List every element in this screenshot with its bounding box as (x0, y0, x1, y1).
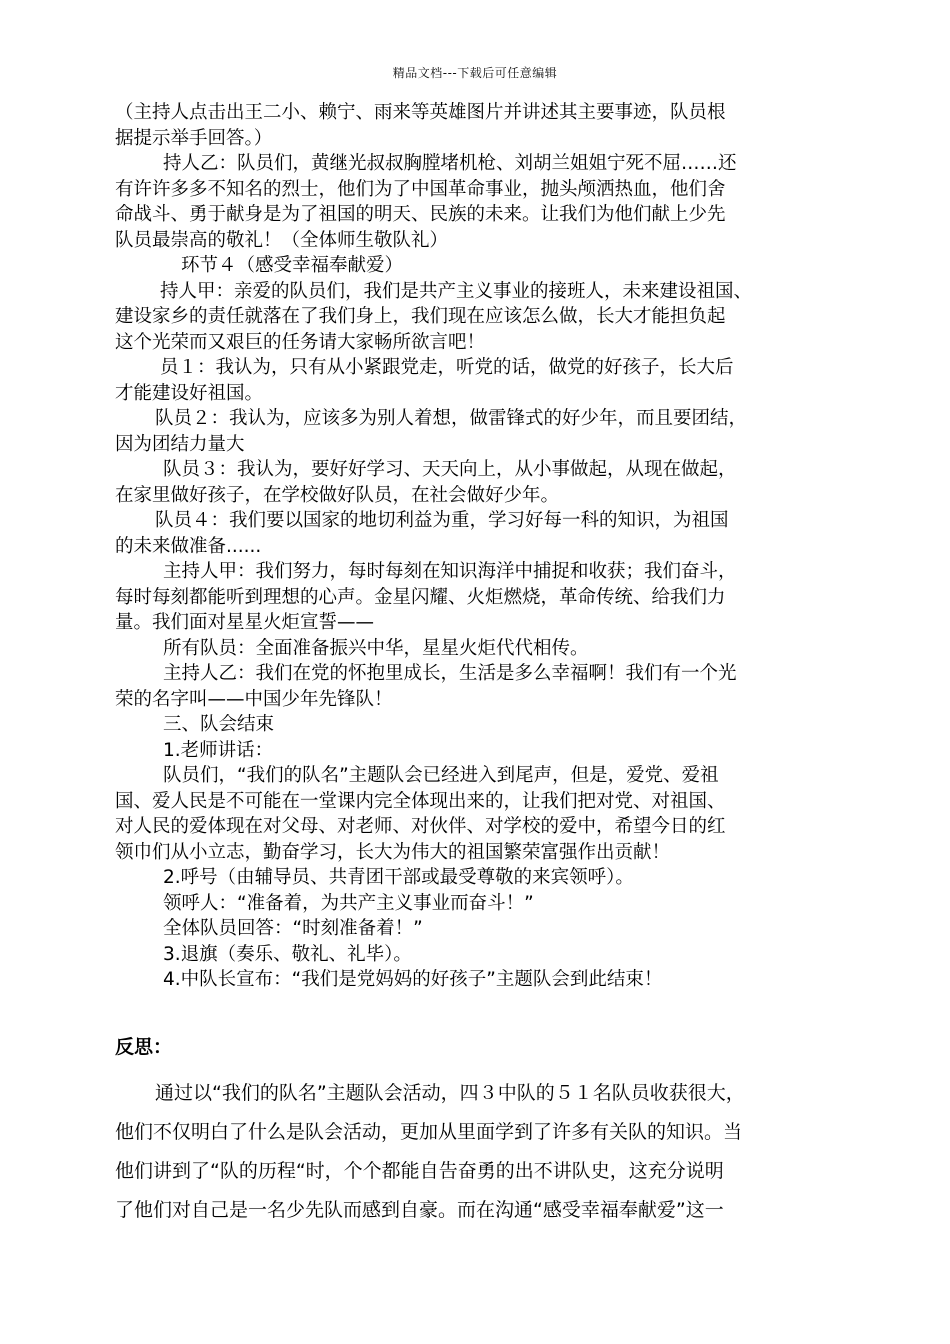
text-line: 主持人乙：我们在党的怀抱里成长，生活是多么幸福啊！我们有一个光 (163, 663, 737, 684)
text-line: 3.退旗（奏乐、敬礼、礼毕）。 (163, 943, 412, 965)
document-body (115, 100, 855, 993)
text-line: 1.老师讲话： (163, 739, 274, 761)
text-line: 三、队会结束 (163, 714, 275, 735)
text-line: 因为团结力量大 (115, 433, 245, 455)
text-line: 他们讲到了“队的历程“时，个个都能自告奋勇的出不讲队史，这充分说明 (115, 1160, 724, 1182)
text-line: 对人民的爱体现在对父母、对老师、对伙伴、对学校的爱中，希望今日的红 (115, 816, 726, 837)
text-line: 持人甲：亲爱的队员们，我们是共产主义事业的接班人，未来建设祖国、 (160, 280, 753, 302)
text-line: 所有队员：全面准备振兴中华，星星火炬代代相传。 (163, 637, 589, 659)
text-line: 命战斗、勇于献身是为了祖国的明天、民族的未来。让我们为他们献上少先 (115, 204, 726, 225)
text-line: 队员４：我们要以国家的地切利益为重，学习好每一科的知识，为祖国 (155, 510, 729, 531)
text-line: 队员们，“我们的队名”主题队会已经进入到尾声，但是，爱党、爱祖 (163, 765, 719, 786)
text-line: 队员２：我认为，应该多为别人着想，做雷锋式的好少年，而且要团结， (155, 408, 748, 429)
text-line: 建设家乡的责任就落在了我们身上，我们现在应该怎么做，长大才能担负起 (115, 306, 726, 327)
reflection-body (115, 1074, 855, 1230)
text-line: 持人乙：队员们，黄继光叔叔胸膛堵机枪、刘胡兰姐姐宁死不屈……还 (163, 153, 737, 174)
page-header: 精品文档---下载后可任意编辑 (392, 66, 558, 80)
text-line: 领巾们从小立志，勤奋学习，长大为伟大的祖国繁荣富强作出贡献！ (115, 841, 671, 863)
text-line: 员１：我认为，只有从小紧跟党走，听党的话，做党的好孩子，长大后 (160, 357, 734, 378)
text-line: 主持人甲：我们努力，每时每刻在知识海洋中捕捉和收获；我们奋斗， (163, 561, 737, 582)
text-line: 领呼人：“准备着，为共产主义事业而奋斗！” (163, 892, 534, 914)
text-line: 环节４（感受幸福奉献爱） (181, 255, 404, 276)
text-line: （主持人点击出王二小、赖宁、雨来等英雄图片并讲述其主要事迹，队员根 (115, 102, 726, 123)
text-line: 据提示举手回答。） (115, 127, 273, 149)
text-line: 荣的名字叫——中国少年先锋队！ (115, 688, 393, 710)
text-line: 2.呼号（由辅导员、共青团干部或最受尊敬的来宾领呼）。 (163, 867, 634, 888)
text-line: 量。我们面对星星火炬宣誓—— (115, 612, 375, 633)
text-line: 他们不仅明白了什么是队会活动，更加从里面学到了许多有关队的知识。当 (115, 1121, 743, 1143)
reflection-heading: 反思： (115, 1036, 173, 1058)
text-line: 了他们对自己是一名少先队而感到自豪。而在沟通“感受幸福奉献爱”这一 (115, 1199, 724, 1221)
text-line: 队员３：我认为，要好好学习、天天向上，从小事做起，从现在做起， (163, 459, 737, 480)
text-line: 4.中队长宣布：“我们是党妈妈的好孩子”主题队会到此结束！ (163, 969, 663, 990)
text-line: 国、爱人民是不可能在一堂课内完全体现出来的，让我们把对党、对祖国、 (115, 790, 726, 812)
text-line: 每时每刻都能听到理想的心声。金星闪耀、火炬燃烧，革命传统、给我们力 (115, 586, 726, 608)
text-line: 在家里做好孩子，在学校做好队员，在社会做好少年。 (115, 484, 560, 506)
text-line: 才能建设好祖国。 (115, 382, 264, 404)
text-line: 全体队员回答：“时刻准备着！” (163, 918, 423, 939)
text-line: 队员最崇高的敬礼！（全体师生敬队礼） (115, 229, 449, 251)
text-line: 的未来做准备...... (115, 535, 262, 557)
text-line: 通过以“我们的队名”主题队会活动，四３中队的５１名队员收获很大， (155, 1082, 745, 1104)
text-line: 这个光荣而又艰巨的任务请大家畅所欲言吧！ (115, 331, 486, 353)
text-line: 有许许多多不知名的烈士，他们为了中国革命事业，抛头颅洒热血，他们舍 (115, 178, 726, 200)
